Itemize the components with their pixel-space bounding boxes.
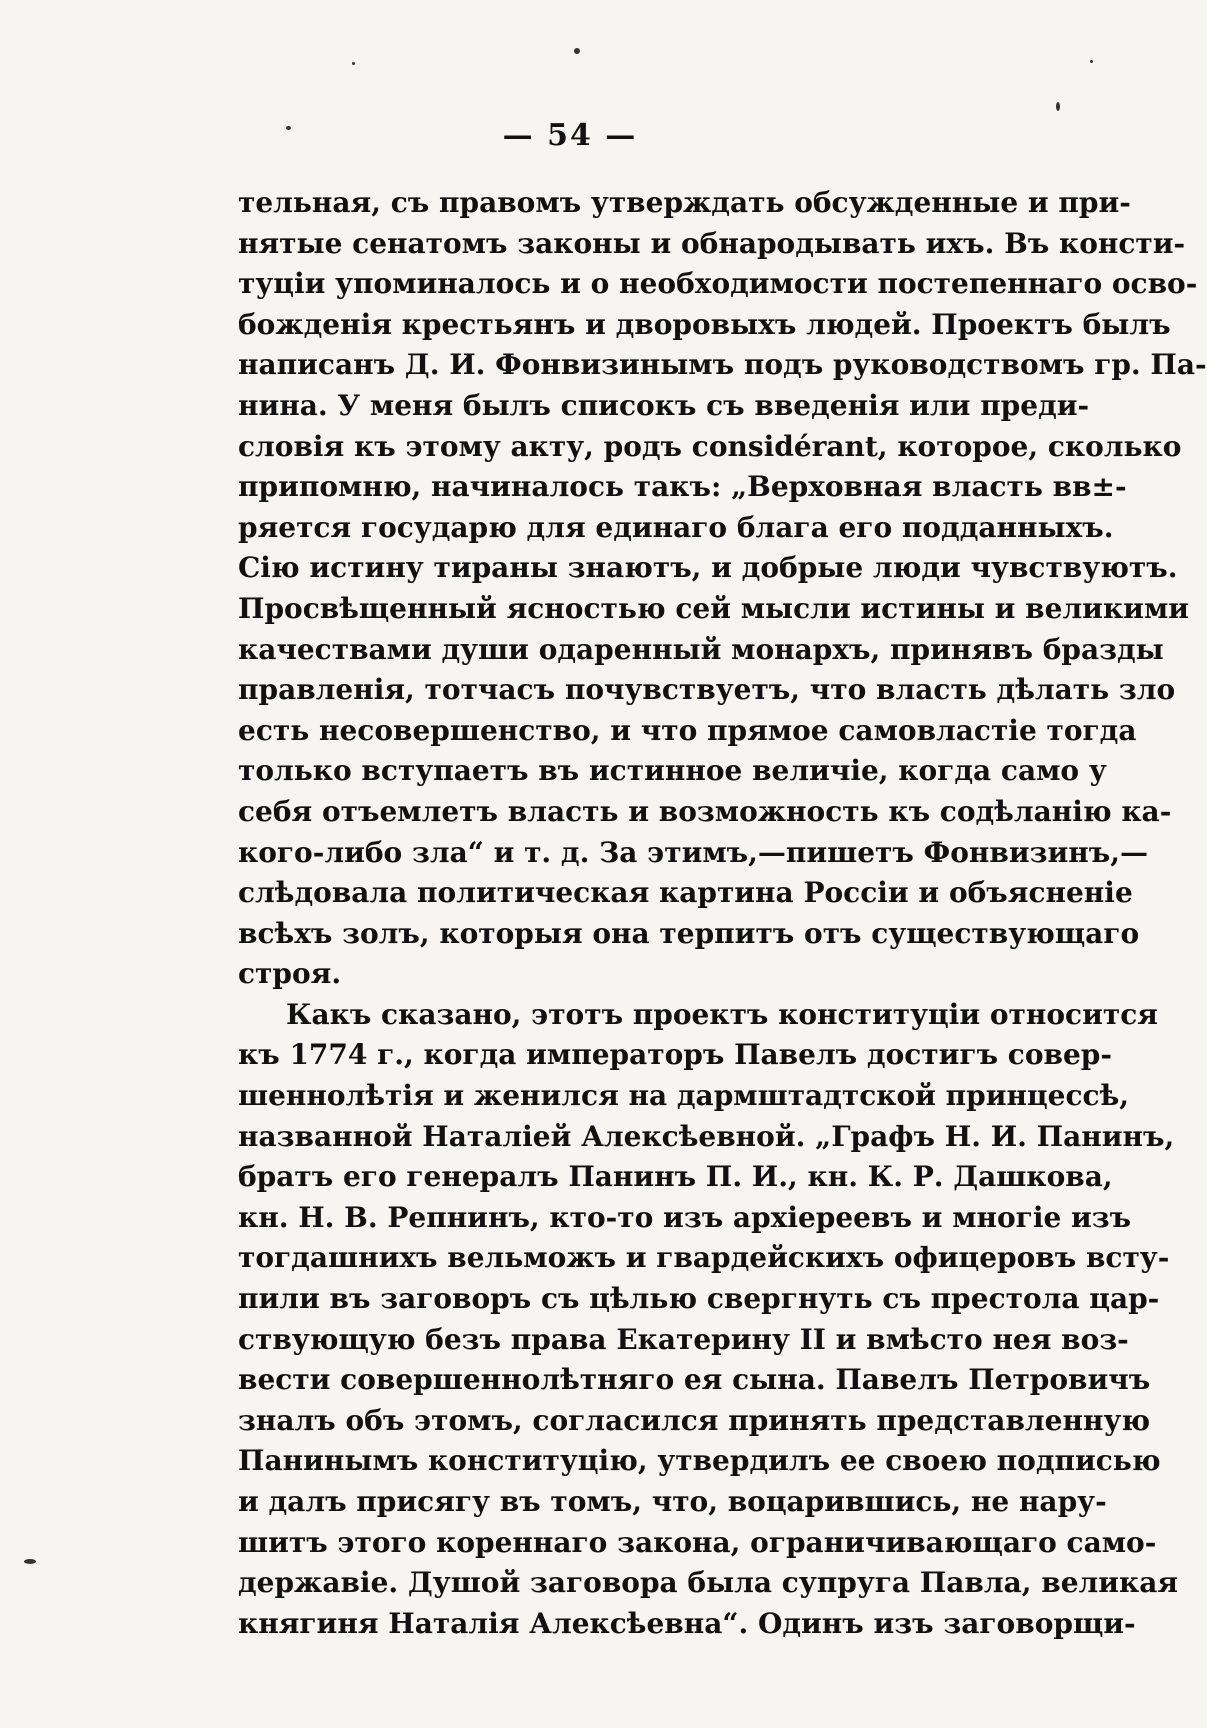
text-line: Сію истину тираны знаютъ, и добрые люди чувствуютъ. xyxy=(238,551,1178,585)
text-line: правленія, тотчасъ почувствуетъ, что власть дѣлать зло xyxy=(238,673,1176,707)
text-line: къ 1774 г., когда императоръ Павелъ достигъ совер- xyxy=(238,1038,1112,1072)
print-speck xyxy=(574,48,580,54)
print-speck xyxy=(1056,102,1060,111)
text-line: названной Наталіей Алексѣевной. „Графъ Н. И. Панинъ, xyxy=(238,1119,1175,1153)
text-line: только вступаетъ въ истинное величіе, когда само у xyxy=(238,754,1107,788)
text-line: тогдашнихъ вельможъ и гвардейскихъ офицеровъ всту- xyxy=(238,1241,1170,1275)
text-line: кн. Н. В. Репнинъ, кто-то изъ архіереевъ и многіе изъ xyxy=(238,1200,1132,1234)
print-speck xyxy=(286,126,291,130)
print-speck xyxy=(1090,60,1093,63)
text-line: тельная, съ правомъ утверждать обсужденные и при- xyxy=(238,186,1131,219)
text-line: зналъ объ этомъ, согласился принять представленную xyxy=(238,1403,1151,1437)
text-line: вести совершеннолѣтняго ея сына. Павелъ Петровичъ xyxy=(238,1363,1151,1397)
text-line: ряется государю для единаго блага его подданныхъ. xyxy=(238,510,1114,544)
text-line: Панинымъ конституцію, утвердилъ ее своею подписью xyxy=(238,1444,1161,1478)
text-line: нина. У меня былъ списокъ съ введенія или преди- xyxy=(238,388,1090,422)
text-line: слѣдовала политическая картина Россіи и объясненіе xyxy=(238,876,1133,910)
text-line: и далъ присягу въ томъ, что, воцарившись, не нару- xyxy=(238,1485,1107,1518)
text-line: нятые сенатомъ законы и обнародывать ихъ. Въ консти- xyxy=(238,226,1186,260)
text-line: есть несовершенство, и что прямое самовластіе тогда xyxy=(238,713,1137,747)
text-line: написанъ Д. И. Фонвизинымъ подъ руководствомъ гр. Па- xyxy=(238,348,1207,382)
text-line: ствующую безъ права Екатерину II и вмѣсто нея воз- xyxy=(238,1322,1129,1356)
text-line: себя отъемлетъ власть и возможность къ содѣланію ка- xyxy=(238,794,1172,828)
text-line: туціи упоминалось и о необходимости постепеннаго осво- xyxy=(238,267,1198,301)
text-line: пили въ заговоръ съ цѣлью свергнуть съ престола цар- xyxy=(238,1282,1160,1316)
text-line: словія къ этому акту, родъ considérant, которое, сколько xyxy=(238,429,1182,463)
text-line: братъ его генералъ Панинъ П. И., кн. К. Р. Дашкова, xyxy=(238,1160,1113,1194)
text-line: качествами души одаренный монархъ, принявъ бразды xyxy=(238,632,1164,666)
text-line: Какъ сказано, этотъ проектъ конституціи относится xyxy=(286,997,1158,1031)
text-line: княгиня Наталія Алексѣевна“. Одинъ изъ заговорщи- xyxy=(238,1606,1136,1640)
text-line: припомню, начиналось такъ: „Верховная власть вв±- xyxy=(238,470,1127,504)
text-line: Просвѣщенный ясностью сей мысли истины и великими xyxy=(238,591,1190,625)
print-speck xyxy=(24,1559,36,1564)
text-line: шитъ этого кореннаго закона, ограничивающаго само- xyxy=(238,1525,1157,1559)
text-line: шеннолѣтія и женился на дармштадтской принцессѣ, xyxy=(238,1079,1130,1113)
print-speck xyxy=(352,62,355,65)
text-line: кого-либо зла“ и т. д. За этимъ,—пишетъ Фонвизинъ,— xyxy=(238,835,1148,869)
text-line: божденія крестьянъ и дворовыхъ людей. Проектъ былъ xyxy=(238,307,1171,341)
body-text xyxy=(238,183,1207,1644)
text-line: всѣхъ золъ, которыя она терпитъ отъ существующаго xyxy=(238,916,1140,950)
text-line: строя. xyxy=(238,957,342,991)
text-line: державіе. Душой заговора была супруга Павла, великая xyxy=(238,1566,1179,1600)
page-number: — 54 — xyxy=(502,118,638,153)
